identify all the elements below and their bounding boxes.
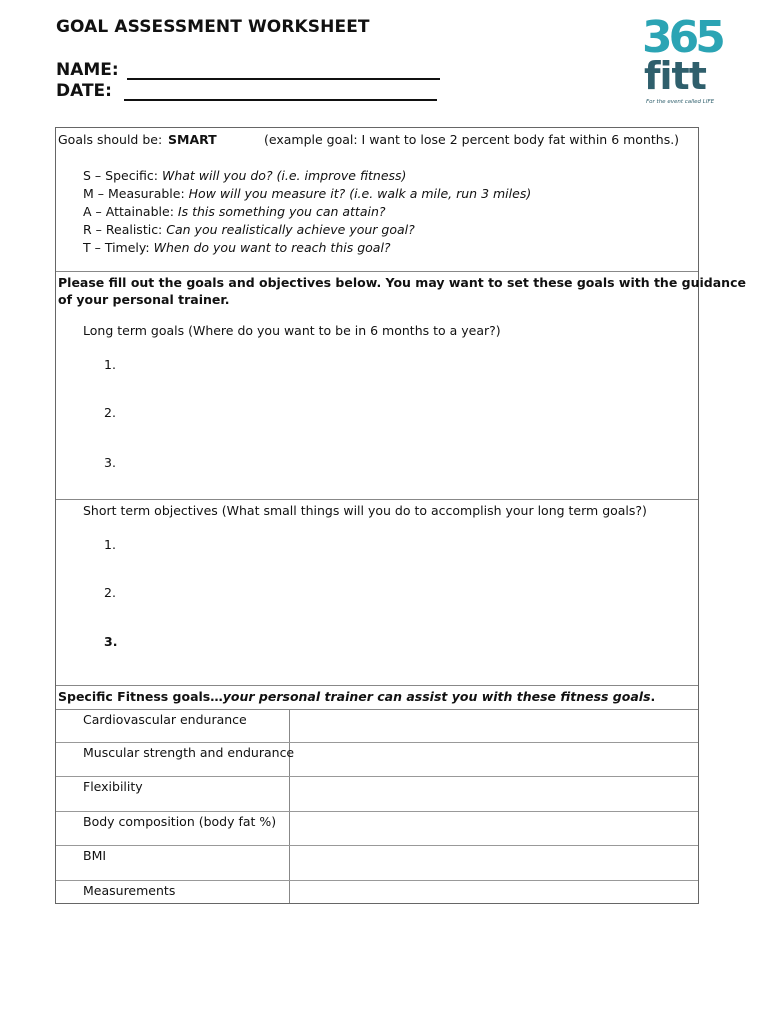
smart-question: What will you do? (i.e. improve fitness) xyxy=(161,168,407,183)
fitness-heading-italic: your personal trainer can assist you with these fitness goals xyxy=(222,689,651,704)
section-divider xyxy=(56,499,698,500)
name-label: NAME: xyxy=(56,60,119,80)
worksheet-title: GOAL ASSESSMENT WORKSHEET xyxy=(56,17,370,37)
section-divider xyxy=(56,685,698,686)
section-divider xyxy=(56,271,698,272)
short-term-objective-2[interactable]: 2. xyxy=(104,585,116,600)
logo-tagline: For the event called LIFE xyxy=(646,99,715,105)
worksheet-form xyxy=(55,127,746,904)
smart-item-specific xyxy=(83,168,406,183)
smart-term: M – Measurable: xyxy=(83,186,185,201)
fitness-row-label: Flexibility xyxy=(83,779,143,794)
smart-item-measurable xyxy=(83,186,531,201)
name-field-line[interactable] xyxy=(127,62,440,80)
smart-intro-value: SMART xyxy=(168,132,217,147)
long-term-goal-3[interactable]: 3. xyxy=(104,455,116,470)
short-term-heading: Short term objectives (What small things will you do to accomplish your long term goals?) xyxy=(83,503,647,518)
smart-term: A – Attainable: xyxy=(83,204,174,219)
bmi-answer-cell[interactable] xyxy=(290,846,698,880)
long-term-goal-1[interactable]: 1. xyxy=(104,357,116,372)
date-label: DATE: xyxy=(56,81,112,101)
body-composition-answer-cell[interactable] xyxy=(290,812,698,845)
smart-term: R – Realistic: xyxy=(83,222,163,237)
fitness-row-label: BMI xyxy=(83,848,107,863)
smart-question: When do you want to reach this goal? xyxy=(153,240,391,255)
fitness-heading-bold: Specific Fitness goals… xyxy=(58,689,223,704)
name-row xyxy=(56,60,440,80)
brand-logo xyxy=(632,12,722,116)
fitness-row-label: Cardiovascular endurance xyxy=(83,712,247,727)
fitness-heading xyxy=(58,689,655,704)
logo-word: fitt xyxy=(644,54,706,98)
fitness-row-label: Muscular strength and endurance xyxy=(83,745,295,760)
logo-number: 365 xyxy=(642,12,722,63)
smart-item-attainable xyxy=(83,204,386,219)
smart-term: T – Timely: xyxy=(83,240,150,255)
smart-question: How will you measure it? (i.e. walk a mile, run 3 miles) xyxy=(188,186,532,201)
instructions-line-2: of your personal trainer. xyxy=(58,292,230,307)
date-row xyxy=(56,81,437,101)
cardio-answer-cell[interactable] xyxy=(290,710,698,742)
fitness-row-label: Body composition (body fat %) xyxy=(83,814,277,829)
long-term-heading: Long term goals (Where do you want to be in 6 months to a year?) xyxy=(83,323,501,338)
fitness-row-label: Measurements xyxy=(83,883,176,898)
smart-question: Is this something you can attain? xyxy=(177,204,386,219)
measurements-answer-cell[interactable] xyxy=(290,881,698,903)
smart-example: (example goal: I want to lose 2 percent body fat within 6 months.) xyxy=(264,132,680,147)
flexibility-answer-cell[interactable] xyxy=(290,777,698,811)
smart-item-timely xyxy=(83,240,391,255)
short-term-objective-3[interactable]: 3. xyxy=(104,634,118,649)
smart-intro-label: Goals should be: xyxy=(58,132,163,147)
smart-item-realistic xyxy=(83,222,415,237)
smart-term: S – Specific: xyxy=(83,168,158,183)
strength-answer-cell[interactable] xyxy=(290,743,698,776)
smart-question: Can you realistically achieve your goal? xyxy=(166,222,415,237)
fitness-heading-end: . xyxy=(650,689,656,704)
long-term-goal-2[interactable]: 2. xyxy=(104,405,116,420)
short-term-objective-1[interactable]: 1. xyxy=(104,537,116,552)
instructions-line-1: Please fill out the goals and objectives below. You may want to set these goals with the guidance xyxy=(58,275,746,290)
date-field-line[interactable] xyxy=(124,83,437,101)
